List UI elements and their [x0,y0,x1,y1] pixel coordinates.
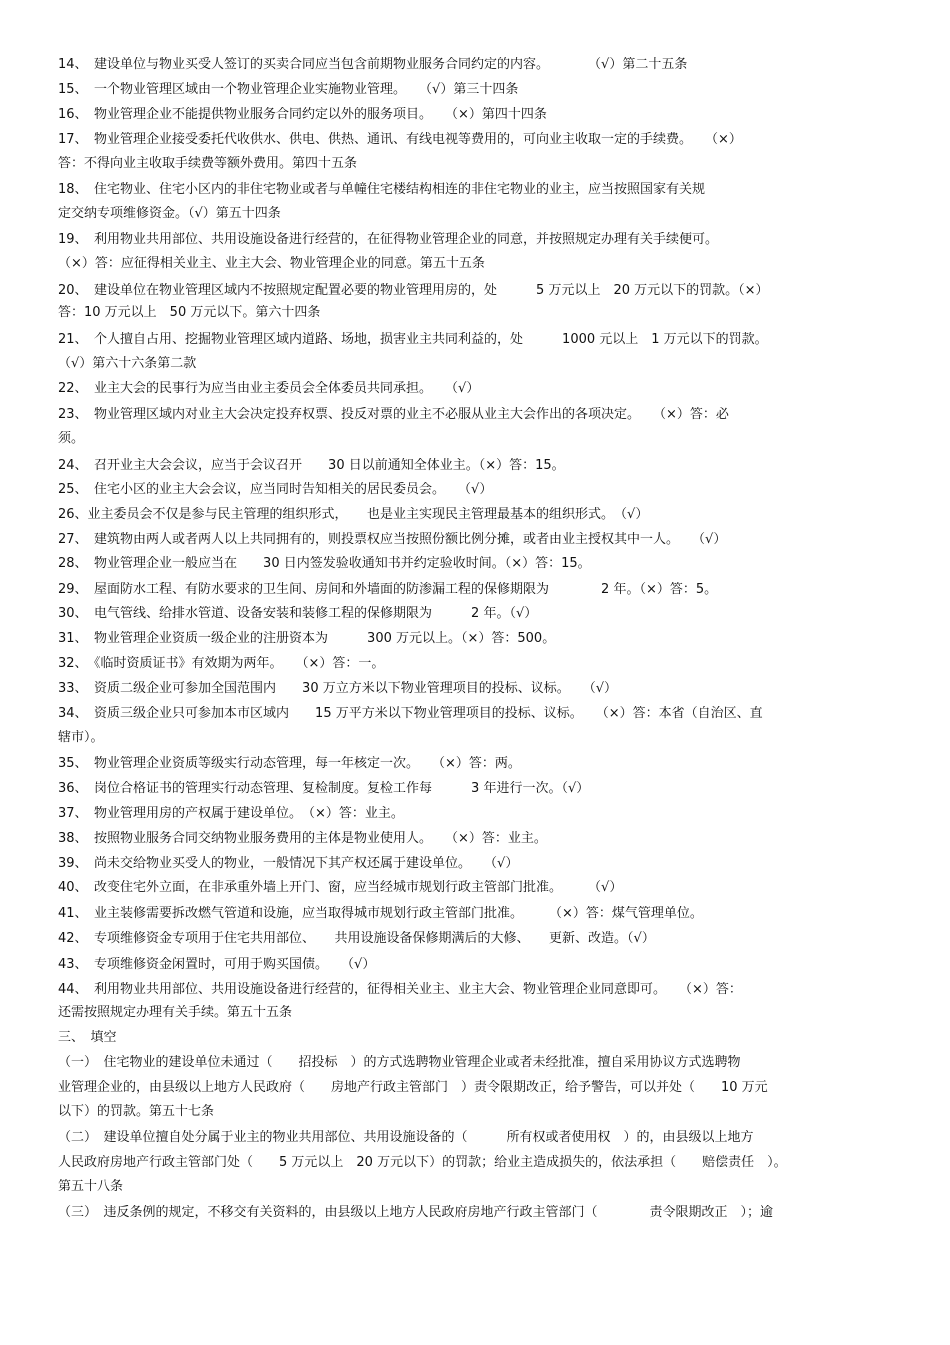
text-line: 21、 个人擅自占用、挖掘物业管理区域内道路、场地，损害业主共同利益的，处 1000 元以上 1 万元以下的罚款。 [58,332,768,347]
text-line: 须。 [58,431,85,446]
text-line: 39、 尚未交给物业买受人的物业，一般情况下其产权还属于建设单位。 （√） [58,856,519,871]
text-line: 35、 物业管理企业资质等级实行动态管理，每一年核定一次。 （×）答：两。 [58,756,521,771]
text-line: 36、 岗位合格证书的管理实行动态管理、复检制度。复检工作每 3 年进行一次。（√） [58,781,590,796]
text-line: 19、 利用物业共用部位、共用设施设备进行经营的，在征得物业管理企业的同意，并按照规定办理有关手续便可。 [58,232,719,247]
text-line: （二） 建设单位擅自处分属于业主的物业共用部位、共用设施设备的（ 所有权或者使用权 ）的，由县级以上地方 [58,1130,754,1145]
text-line: 还需按照规定办理有关手续。第五十五条 [58,1005,293,1020]
text-line: 答：10 万元以上 50 万元以下。第六十四条 [58,305,321,320]
text-line: 18、 住宅物业、住宅小区内的非住宅物业或者与单幢住宅楼结构相连的非住宅物业的业主，应当按照国家有关规 [58,182,706,197]
text-line: 32、 《临时资质证书》有效期为两年。 （×）答：一。 [58,656,385,671]
text-line: 以下）的罚款。第五十七条 [58,1104,215,1119]
text-line: （√）第六十六条第二款 [58,356,197,371]
text-line: 28、 物业管理企业一般应当在 30 日内签发验收通知书并约定验收时间。（×）答：15。 [58,556,591,571]
text-line: 定交纳专项维修资金。（√）第五十四条 [58,206,281,221]
text-line: 41、 业主装修需要拆改燃气管道和设施，应当取得城市规划行政主管部门批准。 （×）答：煤气管理单位。 [58,906,703,921]
text-line: 27、 建筑物由两人或者两人以上共同拥有的，则投票权应当按照份额比例分摊，或者由业主授权其中一人。 （√） [58,532,727,547]
text-line: 31、 物业管理企业资质一级企业的注册资本为 300 万元以上。（×）答：500。 [58,631,556,646]
text-line: （×）答：应征得相关业主、业主大会、物业管理企业的同意。第五十五条 [58,256,485,271]
text-line: 34、 资质三级企业只可参加本市区域内 15 万平方米以下物业管理项目的投标、议标。 （×）答：本省（自治区、直 [58,706,763,721]
text-line: （三） 违反条例的规定，不移交有关资料的，由县级以上地方人民政府房地产行政主管部门（ 责令限期改正 ）；逾 [58,1205,774,1220]
text-line: 答：不得向业主收取手续费等额外费用。第四十五条 [58,156,358,171]
text-line: 24、 召开业主大会会议，应当于会议召开 30 日以前通知全体业主。（×）答：15。 [58,458,565,473]
text-line: 37、 物业管理用房的产权属于建设单位。 （×）答：业主。 [58,806,404,821]
text-line: 43、 专项维修资金闲置时，可用于购买国债。 （√） [58,957,376,972]
text-line: 22、 业主大会的民事行为应当由业主委员会全体委员共同承担。 （√） [58,381,480,396]
text-line: 44、 利用物业共用部位、共用设施设备进行经营的，征得相关业主、业主大会、物业管理企业同意即可。 （×）答： [58,982,742,997]
text-line: 17、 物业管理企业接受委托代收供水、供电、供热、通讯、有线电视等费用的，可向业主收取一定的手续费。 （×） [58,132,742,147]
text-line: 20、 建设单位在物业管理区域内不按照规定配置必要的物业管理用房的，处 5 万元以上 20 万元以下的罚款。（×） [58,283,769,298]
text-line: 29、 屋面防水工程、有防水要求的卫生间、房间和外墙面的防渗漏工程的保修期限为 2 年。（×）答：5。 [58,582,718,597]
text-line: 33、 资质二级企业可参加全国范围内 30 万立方米以下物业管理项目的投标、议标。 （√） [58,681,618,696]
text-line: 38、 按照物业服务合同交纳物业服务费用的主体是物业使用人。 （×）答：业主。 [58,831,547,846]
text-line: 25、 住宅小区的业主大会会议，应当同时告知相关的居民委员会。 （√） [58,482,493,497]
section-heading: 三、 填空 [58,1030,117,1045]
text-line: 业管理企业的，由县级以上地方人民政府（ 房地产行政主管部门 ）责令限期改正，给予警告，可以并处（ 10 万元 [58,1080,768,1095]
text-line: 40、 改变住宅外立面，在非承重外墙上开门、窗，应当经城市规划行政主管部门批准。 （√） [58,880,623,895]
text-line: 第五十八条 [58,1179,124,1194]
text-line: 辖市）。 [58,730,104,745]
text-line: 人民政府房地产行政主管部门处（ 5 万元以上 20 万元以下）的罚款；给业主造成损失的，依法承担（ 赔偿责任 ）。 [58,1155,787,1170]
text-line: （一） 住宅物业的建设单位未通过（ 招投标 ）的方式选聘物业管理企业或者未经批准，擅自采用协议方式选聘物 [58,1055,741,1070]
text-line: 16、 物业管理企业不能提供物业服务合同约定以外的服务项目。 （×）第四十四条 [58,107,547,122]
text-line: 26、业主委员会不仅是参与民主管理的组织形式， 也是业主实现民主管理最基本的组织形式。 （√） [58,507,649,522]
text-line: 15、 一个物业管理区域由一个物业管理企业实施物业管理。 （√）第三十四条 [58,82,519,97]
text-line: 30、 电气管线、给排水管道、设备安装和装修工程的保修期限为 2 年。（√） [58,606,538,621]
text-line: 14、 建设单位与物业买受人签订的买卖合同应当包含前期物业服务合同约定的内容。 （√）第二十五条 [58,57,688,72]
text-line: 23、 物业管理区域内对业主大会决定投弃权票、投反对票的业主不必服从业主大会作出的各项决定。 （×）答：必 [58,407,729,422]
text-line: 42、 专项维修资金专项用于住宅共用部位、 共用设施设备保修期满后的大修、 更新、改造。（√） [58,931,655,946]
